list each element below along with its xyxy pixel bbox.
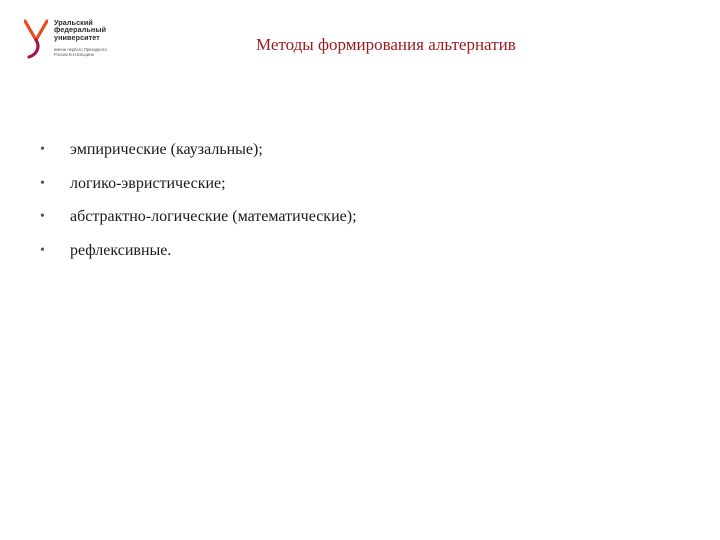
bullet-icon: • — [40, 209, 45, 224]
bullet-icon: • — [40, 142, 45, 157]
bullet-text: эмпирические (каузальные); — [70, 141, 263, 158]
logo-name-line: университет — [54, 32, 100, 42]
bullet-text: абстрактно-логические (математические); — [70, 208, 357, 225]
bullet-icon: • — [40, 242, 45, 258]
urfu-logo-mark-icon — [24, 18, 48, 60]
bullet-text: логико-эвристические; — [70, 174, 226, 192]
logo-university-name — [54, 19, 134, 41]
logo-sub-line: России Б.Н.Ельцина — [54, 52, 94, 57]
logo-name-line: Уральский — [54, 18, 93, 27]
bullet-icon: • — [40, 175, 45, 191]
university-logo — [24, 18, 124, 62]
logo-university-subtitle — [54, 47, 134, 57]
logo-sub-line: имени первого Президента — [54, 47, 107, 52]
logo-name-line: федеральный — [54, 25, 107, 35]
slide-title: Методы формирования альтернатив — [256, 35, 516, 54]
bullet-text: рефлексивные. — [70, 241, 172, 259]
